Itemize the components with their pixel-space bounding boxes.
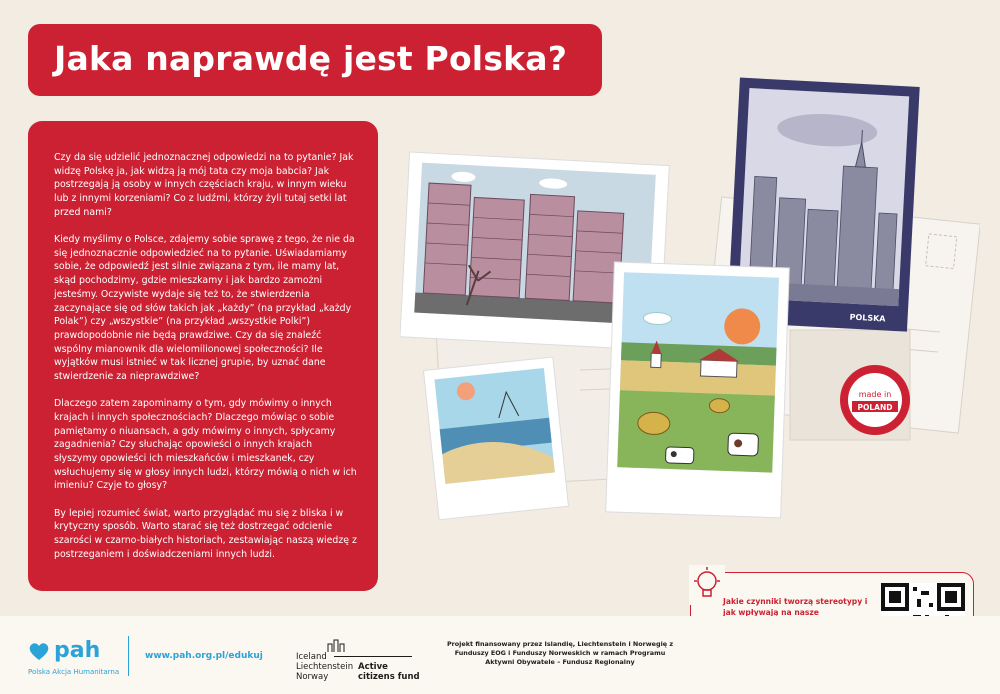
- heart-icon: [28, 640, 50, 662]
- pah-logo[interactable]: [28, 638, 118, 678]
- text-panel: [28, 121, 378, 591]
- pah-name: pah: [54, 638, 101, 663]
- lightbulb-icon: [689, 565, 725, 605]
- acf-line-1: Active: [358, 662, 388, 672]
- paragraph-1: Czy da się udzielić jednoznacznej odpowiedzi na to pytanie? Jak widzę Polskę ja, jak widzą ją mój tata czy moja babcia? Jak postrzegają ją osoby w innych częściach kraju, w innym wieku lub z innymi korzeniami? Co z ludźmi, którzy żyli tutaj setki lat przed nami?: [54, 152, 354, 218]
- eea-country-3: Norway: [296, 672, 329, 682]
- acf-line: [334, 656, 412, 657]
- pah-url-link[interactable]: www.pah.org.pl/edukuj: [145, 651, 263, 661]
- footer-divider: [128, 636, 129, 676]
- polaroid-beach: [423, 357, 568, 520]
- eea-country-2: Liechtenstein: [296, 662, 354, 672]
- pah-full-name: Polska Akcja Humanitarna: [28, 668, 120, 676]
- postcards-illustration: [400, 70, 980, 570]
- think-box-text: Jakie czynniki tworzą stereotypy i jak wpływają na nasze: [723, 597, 868, 617]
- eea-grants-logo: [296, 638, 426, 682]
- paragraph-4: By lepiej rozumieć świat, warto przyglądać mu się z bliska i w krytyczny sposób. Warto starać się też dostrzegać odcienie szarości w czarno-białych historiach, zestawiając naszą wiedzę z postrzeganiem i doświadczeniami innych ludzi.: [54, 507, 357, 560]
- polaroid-countryside: [606, 262, 790, 518]
- stamp-line-1: made in: [858, 390, 892, 399]
- acf-line-2: citizens fund: [358, 672, 420, 682]
- eea-bars-icon: [326, 638, 350, 652]
- eea-country-1: Iceland: [296, 652, 327, 662]
- postcard-label: POLSKA: [849, 312, 886, 324]
- paragraph-3: Dlaczego zatem zapominamy o tym, gdy mówimy o innych krajach i innych społecznościach? Dlaczego mówiąc o sobie pamiętamy o niuansach, a gdy mówimy o innych, spłycamy zagadnienia? Czy słuchając opowieści o innych krajach słyszymy opowieści ich mieszkańców i mieszkanek, czy wsłuchujemy się w głosy innych ludzi, którzy mówią o nich w ich imieniu? Czyje to głosy?: [54, 398, 357, 492]
- stamp-line-2: POLAND: [857, 403, 893, 412]
- paragraph-2: Kiedy myślimy o Polsce, zdajemy sobie sprawę z tego, że nie da się jednoznacznie odpowiedzieć na to pytanie. Uświadamiamy sobie, że odpowiedź jest silnie związana z tym, ile mamy lat, skąd pochodzimy, gdzie mieszkamy i jak bardzo zamożni jesteśmy. Oczywiste wydaje się też to, że stwierdzenia zaczynające się od słów takich jak „każdy” (na przykład „każdy Polak”) czy „wszystkie” (na przykład „wszystkie Polki”) prawdopodobnie nie będą prawdziwe. Czy da się znaleźć wspólny mianownik dla wielomilionowej społeczności? Ile wyjątków musi istnieć w tak licznej grupie, by uznać dane stwierdzenie za nieprawdziwe?: [54, 234, 355, 383]
- made-in-poland-stamp: [840, 365, 910, 435]
- page-title: Jaka naprawdę jest Polska?: [54, 39, 568, 78]
- footer: [0, 616, 1000, 694]
- funding-note: Projekt finansowany przez Islandię, Liechtenstein i Norwegię z Funduszy EOG i Funduszy Norweskich w ramach Programu Aktywni Obywatele – Fundusz Regionalny: [446, 640, 674, 666]
